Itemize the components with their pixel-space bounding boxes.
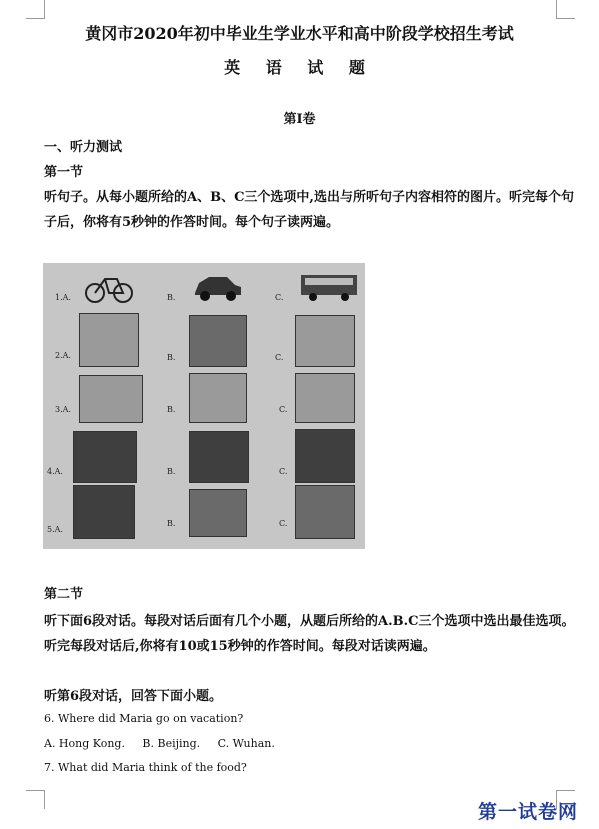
- part-one-instructions-1: 听句子。从每小题所给的A、B、C三个选项中,选出与所听句子内容相符的图片。听完每个句: [44, 190, 574, 205]
- option-label: C.: [275, 353, 284, 362]
- bus-icon: [299, 271, 359, 303]
- option-label: C.: [279, 405, 288, 414]
- option-label: B.: [167, 405, 176, 414]
- subject-title: 英 语 试 题: [224, 58, 375, 77]
- question-7: 7. What did Maria think of the food?: [44, 761, 247, 774]
- car-icon: [191, 271, 243, 303]
- option-label: B.: [167, 293, 176, 302]
- option-label: 1.A.: [55, 293, 71, 302]
- question-6: 6. Where did Maria go on vacation?: [44, 712, 244, 725]
- option-label: C.: [279, 467, 288, 476]
- bicycle-icon: [83, 269, 135, 305]
- people-photo: [73, 485, 135, 539]
- family-photo: [189, 431, 249, 483]
- exam-title: 黄冈市2020年初中毕业生学业水平和高中阶段学校招生考试: [85, 24, 514, 43]
- part-two-instructions-2: 听完每段对话后,你将有10或15秒钟的作答时间。每段对话读两遍。: [44, 639, 436, 654]
- snow-scene-drawing: [79, 375, 143, 423]
- part-two-instructions-1: 听下面6段对话。每段对话后面有几个小题，从题后所给的A.B.C三个选项中选出最佳选项。: [44, 614, 575, 629]
- workers-photo: [189, 489, 247, 537]
- crop-mark-bottom-left: [26, 790, 45, 809]
- runner-photo: [79, 313, 139, 367]
- option-label: C.: [279, 519, 288, 528]
- swimmer-photo: [189, 315, 247, 367]
- site-watermark: 第一试卷网: [478, 801, 579, 823]
- picture-options-photo: [43, 263, 365, 549]
- crop-mark-top-left: [26, 0, 45, 19]
- part-two-label: 第二节: [44, 587, 84, 602]
- option-label: 4.A.: [47, 467, 63, 476]
- crop-mark-top-right: [556, 0, 575, 19]
- outdoor-photo: [295, 485, 355, 539]
- athlete-photo: [295, 315, 355, 367]
- part-one-instructions-2: 子后，你将有5秒钟的作答时间。每个句子读两遍。: [44, 215, 340, 230]
- dialogue-6-prompt: 听第6段对话，回答下面小题。: [44, 689, 223, 704]
- option-label: 3.A.: [55, 405, 71, 414]
- section-heading-listening: 一、听力测试: [44, 140, 123, 155]
- question-6-options: A. Hong Kong. B. Beijing. C. Wuhan.: [44, 737, 275, 750]
- group-photo: [73, 431, 137, 483]
- children-drawing: [295, 373, 355, 423]
- option-label: B.: [167, 519, 176, 528]
- option-label: C.: [275, 293, 284, 302]
- option-label: B.: [167, 353, 176, 362]
- rain-umbrella-drawing: [189, 373, 247, 423]
- volume-label: 第I卷: [283, 112, 316, 127]
- option-label: 2.A.: [55, 351, 71, 360]
- building-photo: [295, 429, 355, 483]
- option-label: B.: [167, 467, 176, 476]
- part-one-label: 第一节: [44, 165, 84, 180]
- option-label: 5.A.: [47, 525, 63, 534]
